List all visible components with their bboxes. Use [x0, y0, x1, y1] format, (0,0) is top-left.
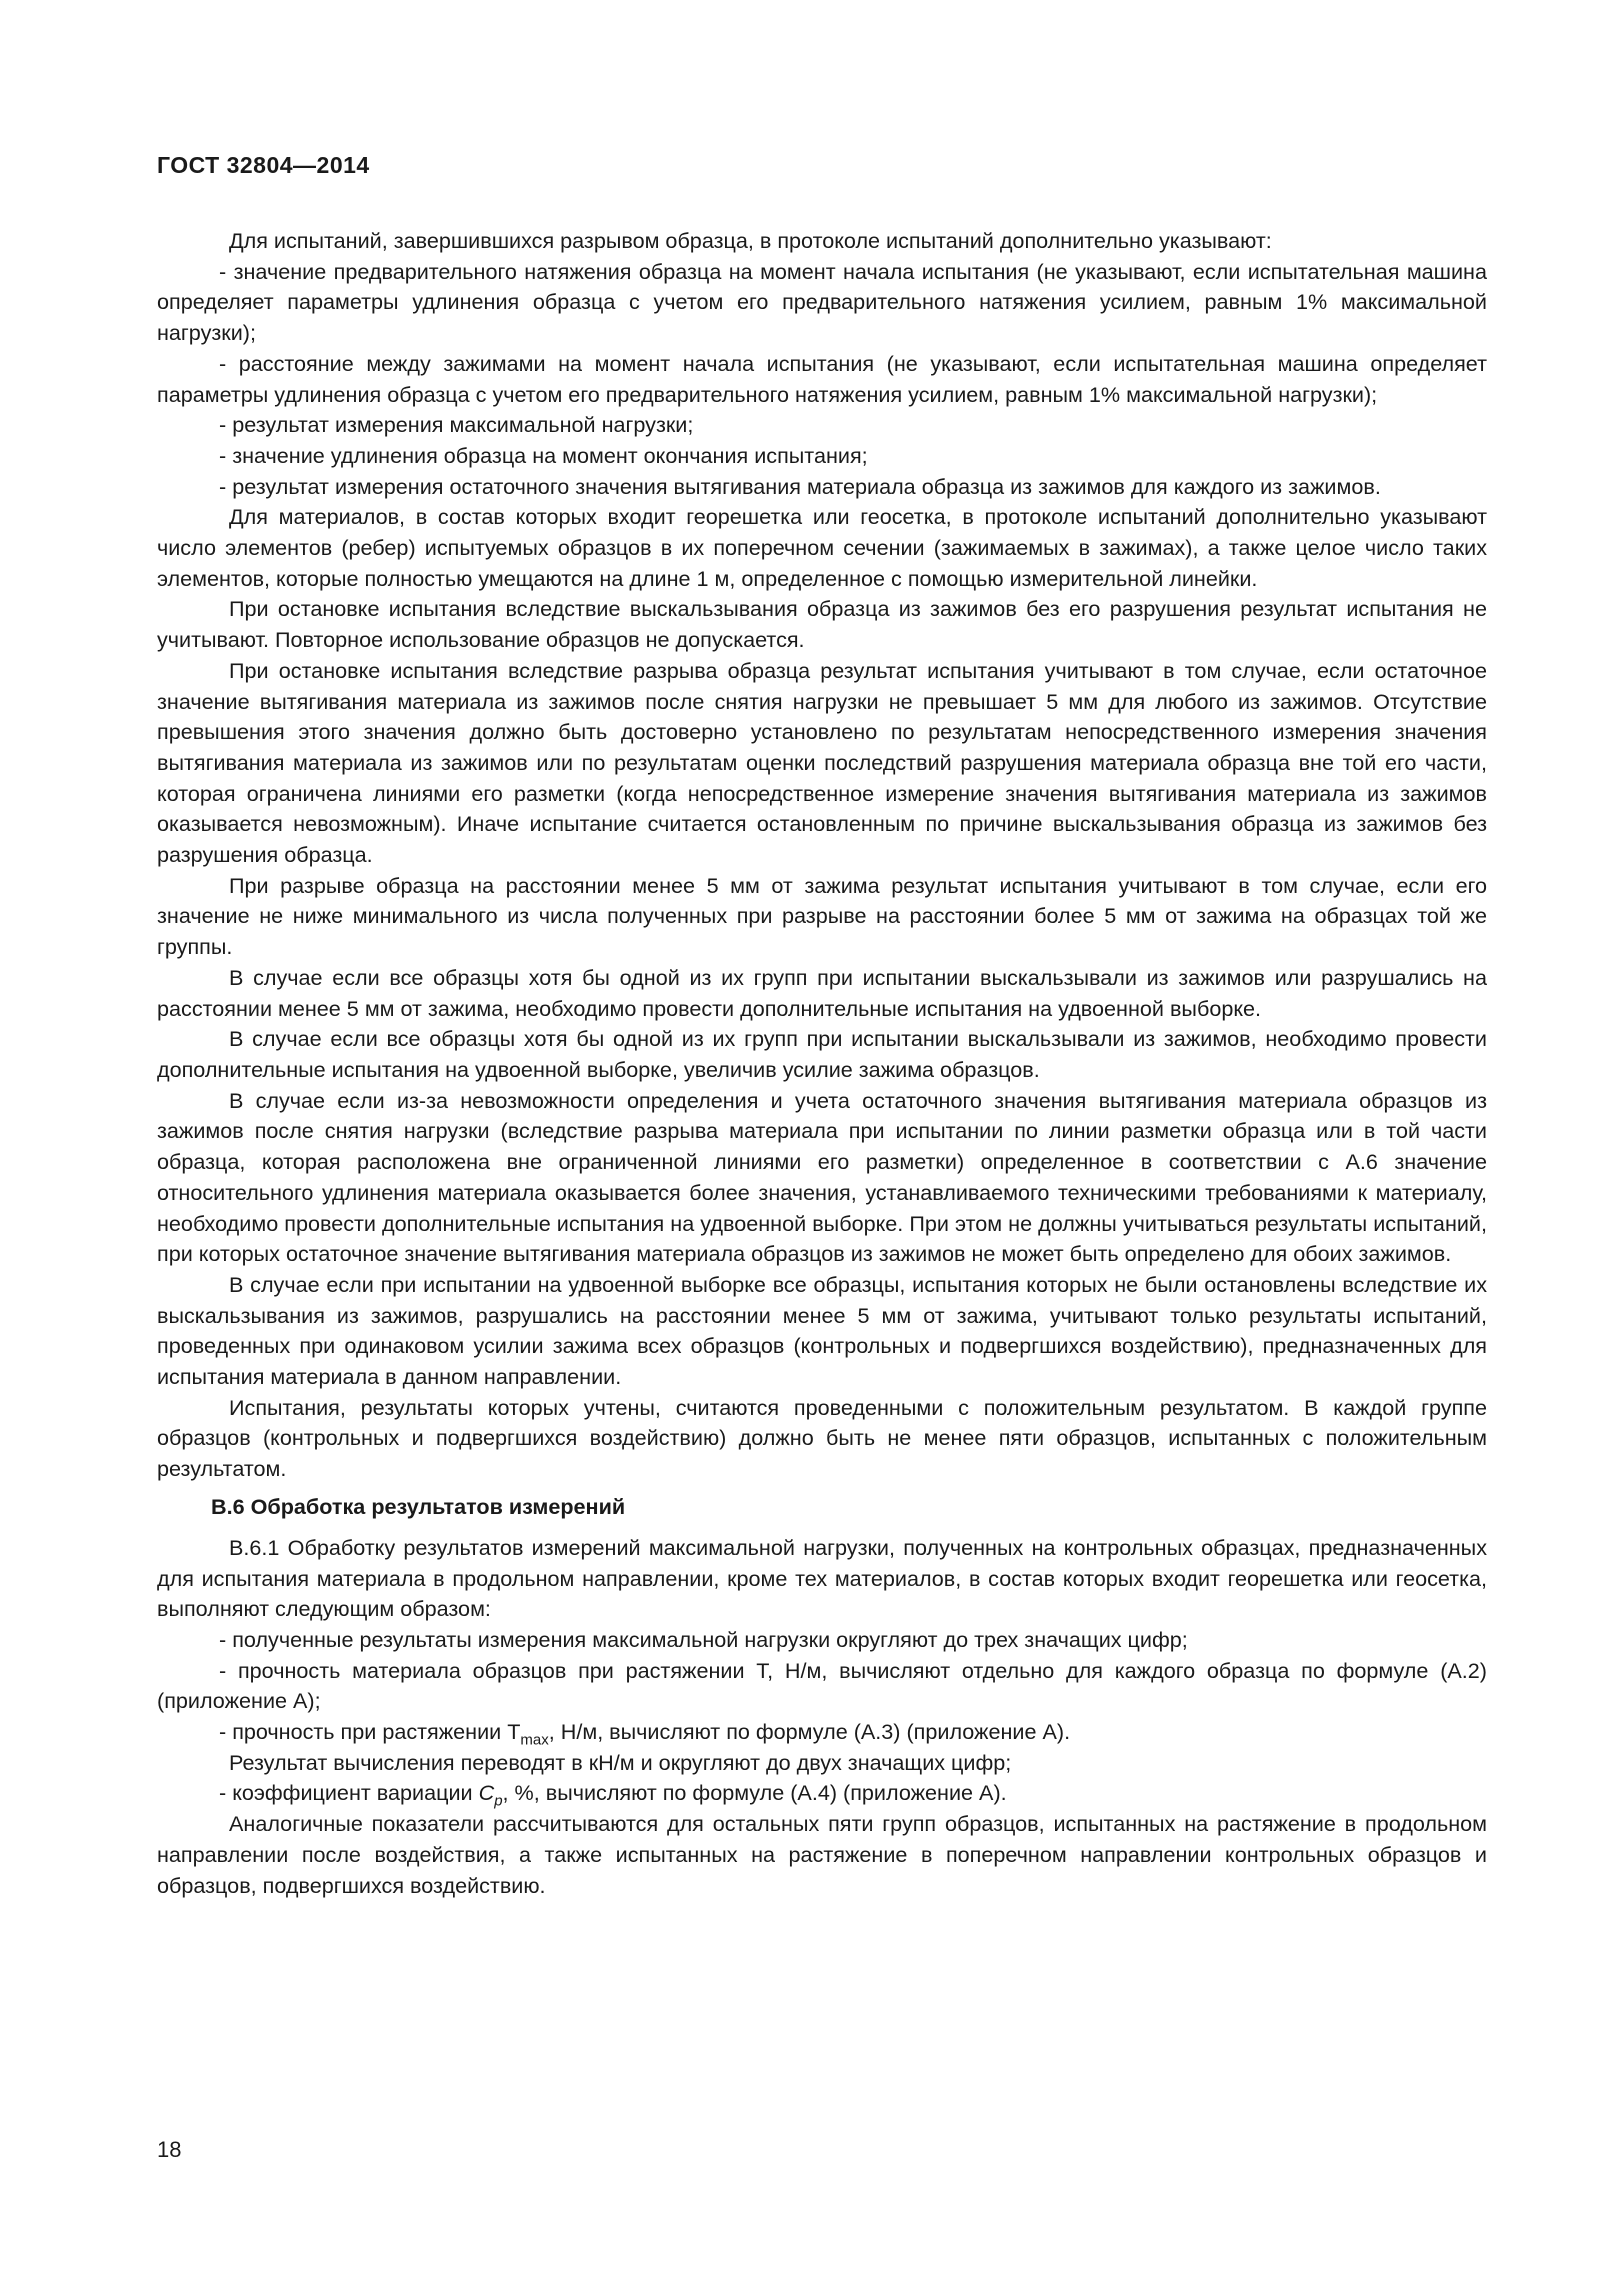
text-fragment: - коэффициент вариации: [219, 1780, 479, 1806]
paragraph: В.6.1 Обработку результатов измерений максимальной нагрузки, полученных на контрольных образцах, предназначенных для испытания материала в продольном направлении, кроме тех материалов, в состав которых входит георешетка или геосетка, выполняют следующим образом:: [157, 1534, 1487, 1622]
text-fragment: , Н/м, вычисляют по формуле (А.3) (приложение А).: [548, 1719, 1071, 1745]
list-item: - прочность материала образцов при растяжении Т, Н/м, вычисляют отдельно для каждого образца по формуле (А.2) (приложение А);: [157, 1657, 1487, 1714]
paragraph: В случае если при испытании на удвоенной выборке все образцы, испытания которых не были остановлены вследствие их выскальзывания из зажимов, разрушались на расстоянии менее 5 мм от зажима, учитывают только результаты испытаний, проведенных при одинаковом усилии зажима всех образцов (контрольных и подвергшихся воздействию), предназначенных для испытания материала в данном направлении.: [157, 1271, 1487, 1390]
formula-symbol: C: [478, 1780, 495, 1806]
list-item: - значение предварительного натяжения образца на момент начала испытания (не указывают, если испытательная машина определяет параметры удлинения образца с учетом его предварительного натяжения усилием, равным 1% максимальной нагрузки);: [157, 258, 1487, 346]
list-item: - результат измерения остаточного значения вытягивания материала образца из зажимов для каждого из зажимов.: [219, 473, 1381, 499]
list-item: - результат измерения максимальной нагрузки;: [219, 412, 694, 438]
list-item: [157, 1778, 1487, 1809]
paragraph: В случае если все образцы хотя бы одной из их групп при испытании выскальзывали из зажимов, необходимо провести дополнительные испытания на удвоенной выборке, увеличив усилие зажима образцов.: [157, 1026, 1487, 1082]
section-title: В.6 Обработка результатов измерений: [211, 1493, 626, 1519]
paragraph: При разрыве образца на расстоянии менее 5 мм от зажима результат испытания учитывают в том случае, если его значение не ниже минимального из числа полученных при разрыве на расстоянии более 5 мм от зажима на образцах той же группы.: [157, 872, 1487, 960]
subscript: max: [520, 1731, 549, 1749]
document-body: [157, 226, 1487, 1901]
paragraph: Испытания, результаты которых учтены, считаются проведенными с положительным результатом. В каждой группе образцов (контрольных и подвергшихся воздействию) должно быть не менее пяти образцов, испытанных с положительным результатом.: [157, 1394, 1487, 1482]
paragraph: При остановке испытания вследствие разрыва образца результат испытания учитывают в том случае, если остаточное значение вытягивания материала из зажимов после снятия нагрузки не превышает 5 мм для любого из зажимов. Отсутствие превышения этого значения должно быть достоверно установлено по результатам непосредственного измерения значения вытягивания материала из зажимов или по результатам оценки последствий разрушения материала образца вне той его части, которая ограничена линиями его разметки (когда непосредственное измерение значения вытягивания материала из зажимов оказывается невозможным). Иначе испытание считается остановленным по причине выскальзывания образца из зажимов без разрушения образца.: [157, 657, 1487, 868]
paragraph: Аналогичные показатели рассчитываются для остальных пяти групп образцов, испытанных на растяжение в продольном направлении после воздействия, а также испытанных на растяжение в поперечном направлении контрольных образцов и образцов, подвергшихся воздействию.: [157, 1811, 1487, 1898]
list-item: - полученные результаты измерения максимальной нагрузки округляют до трех значащих цифр;: [219, 1626, 1188, 1652]
paragraph: При остановке испытания вследствие выскальзывания образца из зажимов без его разрушения результат испытания не учитывают. Повторное использование образцов не допускается.: [157, 596, 1487, 653]
subscript-symbol: p: [494, 1792, 503, 1810]
page-number: 18: [157, 2137, 182, 2162]
paragraph: В случае если из-за невозможности определения и учета остаточного значения вытягивания материала образцов из зажимов после снятия нагрузки (вследствие разрыва материала при испытании по линии разметки образца или в той части образца, которая расположена вне ограниченной линиями его разметки) определенное в соответствии с А.6 значение относительного удлинения материала оказывается более значения, устанавливаемого техническими требованиями к материалу, необходимо провести дополнительные испытания на удвоенной выборке. При этом не должны учитываться результаты испытаний, при которых остаточное значение вытягивания материала образцов из зажимов не может быть определено для обоих зажимов.: [157, 1087, 1487, 1267]
document-header: ГОСТ 32804—2014: [157, 152, 370, 178]
subscript: [494, 1793, 502, 1810]
text-fragment: , %, вычисляют по формуле (А.4) (приложение А).: [502, 1780, 1007, 1806]
paragraph: Для испытаний, завершившихся разрывом образца, в протоколе испытаний дополнительно указывают:: [229, 228, 1272, 253]
list-item: - расстояние между зажимами на момент начала испытания (не указывают, если испытательная машина определяет параметры удлинения образца с учетом его предварительного натяжения усилием, равным 1% максимальной нагрузки);: [157, 350, 1487, 407]
list-item: - значение удлинения образца на момент окончания испытания;: [219, 442, 868, 468]
list-item: [157, 1717, 1487, 1748]
paragraph: Результат вычисления переводят в кН/м и округляют до двух значащих цифр;: [229, 1749, 1012, 1775]
paragraph: В случае если все образцы хотя бы одной из их групп при испытании выскальзывали из зажимов или разрушались на расстоянии менее 5 мм от зажима, необходимо провести дополнительные испытания на удвоенной выборке.: [157, 964, 1487, 1021]
paragraph: Для материалов, в состав которых входит георешетка или геосетка, в протоколе испытаний дополнительно указывают число элементов (ребер) испытуемых образцов в их поперечном сечении (зажимаемых в зажимах), а также целое число таких элементов, которые полностью умещаются на длине 1 м, определенное с помощью измерительной линейки.: [157, 504, 1487, 591]
text-fragment: - прочность при растяжении T: [219, 1719, 521, 1745]
